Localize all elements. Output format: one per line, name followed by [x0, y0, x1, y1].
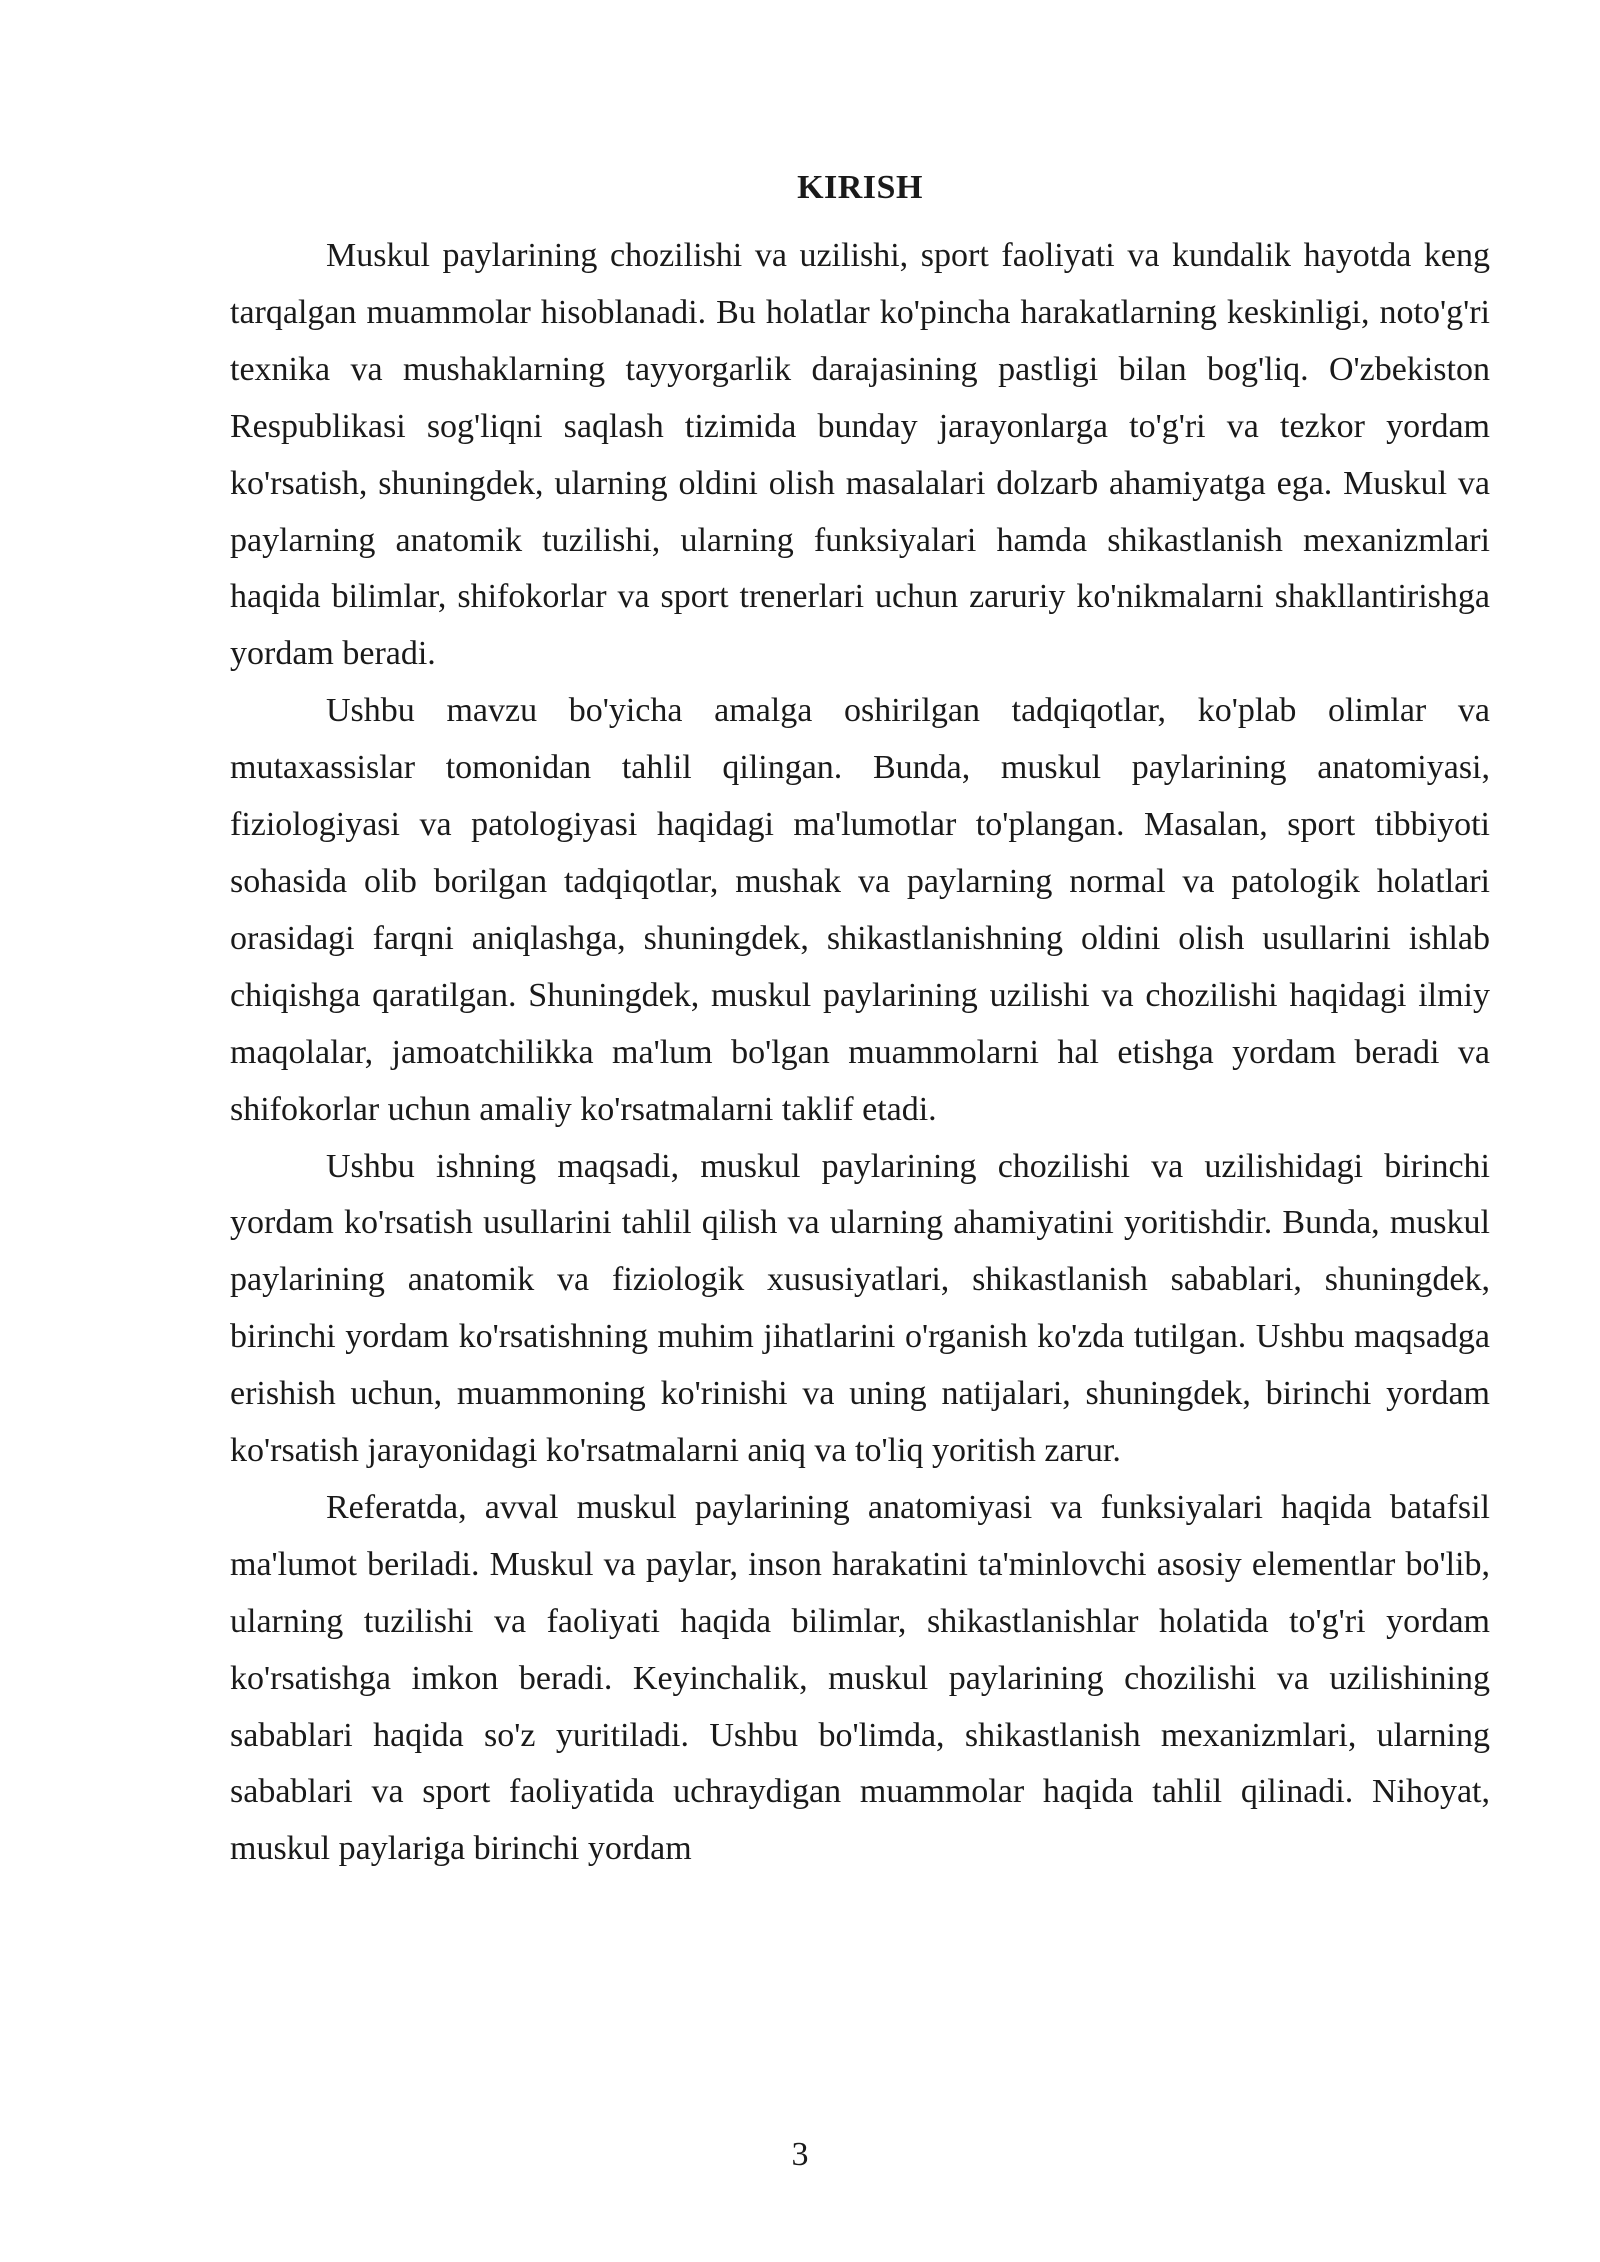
- page-content: [230, 160, 1490, 1878]
- page-number: 3: [791, 2136, 809, 2173]
- page-title: KIRISH: [797, 169, 923, 206]
- paragraph-4: Referatda, avval muskul paylarining anatomiyasi va funksiyalari haqida batafsil ma'lumot beriladi. Muskul va paylar, inson harakatini ta'minlovchi asosiy elementlar bo'lib, ularning tuzilishi va faoliyati haqida bilimlar, shikastlanishlar holatida to'g'ri yordam ko'rsatishga imkon beradi. Keyinchalik, muskul paylarining chozilishi va uzilishining sabablari haqida so'z yuritiladi. Ushbu bo'limda, shikastlanish mexanizmlari, ularning sabablari va sport faoliyatida uchraydigan muammolar haqida tahlil qilinadi. Nihoyat, muskul paylariga birinchi yordam: [230, 1488, 1490, 1868]
- paragraph-1: Muskul paylarining chozilishi va uzilishi, sport faoliyati va kundalik hayotda keng tarqalgan muammolar hisoblanadi. Bu holatlar ko'pincha harakatlarning keskinligi, noto'g'ri texnika va mushaklarning tayyorgarlik darajasining pastligi bilan bog'liq. O'zbekiston Respublikasi sog'liqni saqlash tizimida bunday jarayonlarga to'g'ri va tezkor yordam ko'rsatish, shuningdek, ularning oldini olish masalalari dolzarb ahamiyatga ega. Muskul va paylarning anatomik tuzilishi, ularning funksiyalari hamda shikastlanish mexanizmlari haqida bilimlar, shifokorlar va sport trenerlari uchun zaruriy ko'nikmalarni shakllantirishga yordam beradi.: [230, 237, 1490, 673]
- paragraph-3: Ushbu ishning maqsadi, muskul paylarining chozilishi va uzilishidagi birinchi yordam ko'rsatish usullarini tahlil qilish va ularning ahamiyatini yoritishdir. Bunda, muskul paylarining anatomik va fiziologik xususiyatlari, shikastlanish sabablari, shuningdek, birinchi yordam ko'rsatishning muhim jihatlarini o'rganish ko'zda tutilgan. Ushbu maqsadga erishish uchun, muammoning ko'rinishi va uning natijalari, shuningdek, birinchi yordam ko'rsatish jarayonidagi ko'rsatmalarni aniq va to'liq yoritish zarur.: [230, 1147, 1490, 1470]
- paragraph-2: Ushbu mavzu bo'yicha amalga oshirilgan tadqiqotlar, ko'plab olimlar va mutaxassislar tomonidan tahlil qilingan. Bunda, muskul paylarining anatomiyasi, fiziologiyasi va patologiyasi haqidagi ma'lumotlar to'plangan. Masalan, sport tibbiyoti sohasida olib borilgan tadqiqotlar, mushak va paylarning normal va patologik holatlari orasidagi farqni aniqlashga, shuningdek, shikastlanishning oldini olish usullarini ishlab chiqishga qaratilgan. Shuningdek, muskul paylarining uzilishi va chozilishi haqidagi ilmiy maqolalar, jamoatchilikka ma'lum bo'lgan muammolarni hal etishga yordam beradi va shifokorlar uchun amaliy ko'rsatmalarni taklif etadi.: [230, 692, 1490, 1128]
